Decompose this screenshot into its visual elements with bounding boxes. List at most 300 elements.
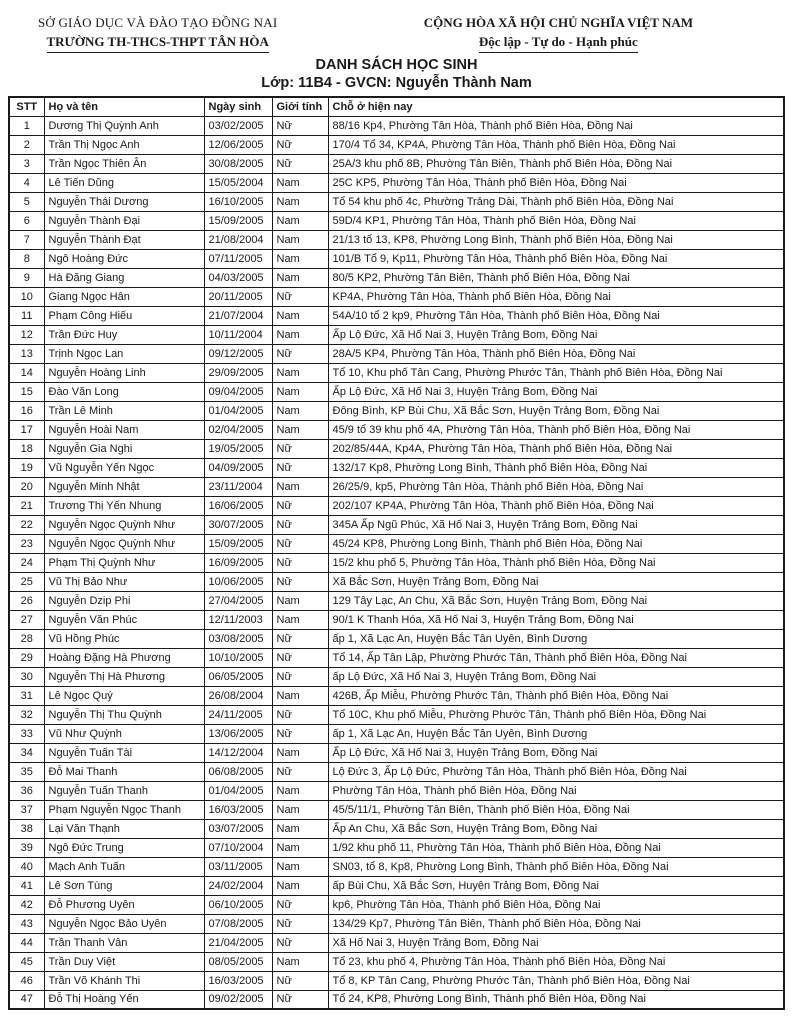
cell-stt: 3 — [9, 154, 44, 173]
cell-name: Nguyễn Tuấn Tài — [44, 743, 204, 762]
cell-address: Ấp Lộ Đức, Xã Hố Nai 3, Huyện Trảng Bom, Đồng Nai — [328, 325, 784, 344]
cell-stt: 12 — [9, 325, 44, 344]
cell-gender: Nam — [272, 325, 328, 344]
table-row — [9, 325, 784, 344]
cell-name: Mạch Anh Tuấn — [44, 857, 204, 876]
cell-stt: 7 — [9, 230, 44, 249]
cell-gender: Nữ — [272, 705, 328, 724]
cell-gender: Nam — [272, 173, 328, 192]
cell-stt: 17 — [9, 420, 44, 439]
cell-gender: Nam — [272, 306, 328, 325]
cell-address: 88/16 Kp4, Phường Tân Hòa, Thành phố Biên Hòa, Đồng Nai — [328, 116, 784, 135]
table-row — [9, 971, 784, 990]
cell-name: Ngô Đức Trung — [44, 838, 204, 857]
cell-name: Nguyễn Thái Dương — [44, 192, 204, 211]
cell-stt: 21 — [9, 496, 44, 515]
cell-name: Nguyễn Hoài Nam — [44, 420, 204, 439]
cell-gender: Nữ — [272, 667, 328, 686]
table-row — [9, 515, 784, 534]
cell-address: Tổ 8, KP Tân Cang, Phường Phước Tân, Thành phố Biên Hòa, Đồng Nai — [328, 971, 784, 990]
cell-dob: 06/05/2005 — [204, 667, 272, 686]
cell-address: ấp Bùi Chu, Xã Bắc Sơn, Huyện Trảng Bom, Đồng Nai — [328, 876, 784, 895]
cell-dob: 04/09/2005 — [204, 458, 272, 477]
table-row — [9, 933, 784, 952]
cell-stt: 20 — [9, 477, 44, 496]
cell-dob: 30/07/2005 — [204, 515, 272, 534]
cell-address: Phường Tân Hòa, Thành phố Biên Hòa, Đồng Nai — [328, 781, 784, 800]
student-table — [8, 96, 785, 1010]
cell-name: Phạm Nguyễn Ngọc Thanh — [44, 800, 204, 819]
table-row — [9, 610, 784, 629]
cell-dob: 07/10/2004 — [204, 838, 272, 857]
cell-name: Nguyễn Dzip Phi — [44, 591, 204, 610]
table-row — [9, 838, 784, 857]
cell-gender: Nam — [272, 686, 328, 705]
cell-address: 59D/4 KP1, Phường Tân Hòa, Thành phố Biên Hòa, Đồng Nai — [328, 211, 784, 230]
table-row — [9, 249, 784, 268]
cell-address: ấp 1, Xã Lạc An, Huyện Bắc Tân Uyên, Bình Dương — [328, 629, 784, 648]
cell-dob: 02/04/2005 — [204, 420, 272, 439]
cell-address: 170/4 Tổ 34, KP4A, Phường Tân Hòa, Thành phố Biên Hòa, Đồng Nai — [328, 135, 784, 154]
cell-dob: 20/11/2005 — [204, 287, 272, 306]
cell-dob: 14/12/2004 — [204, 743, 272, 762]
table-row — [9, 553, 784, 572]
column-header-stt: STT — [9, 97, 44, 116]
cell-address: 202/85/44A, Kp4A, Phường Tân Hòa, Thành phố Biên Hòa, Đồng Nai — [328, 439, 784, 458]
cell-dob: 09/02/2005 — [204, 990, 272, 1009]
cell-stt: 46 — [9, 971, 44, 990]
cell-address: Xã Hố Nai 3, Huyện Trảng Bom, Đồng Nai — [328, 933, 784, 952]
cell-name: Lê Sơn Tùng — [44, 876, 204, 895]
cell-dob: 16/03/2005 — [204, 800, 272, 819]
cell-gender: Nữ — [272, 154, 328, 173]
cell-stt: 23 — [9, 534, 44, 553]
table-row — [9, 800, 784, 819]
cell-name: Hoàng Đặng Hà Phương — [44, 648, 204, 667]
cell-address: Ấp Lộ Đức, Xã Hố Nai 3, Huyện Trảng Bom, Đồng Nai — [328, 743, 784, 762]
cell-gender: Nam — [272, 591, 328, 610]
cell-name: Nguyễn Ngọc Bảo Uyên — [44, 914, 204, 933]
cell-gender: Nữ — [272, 971, 328, 990]
cell-name: Giang Ngọc Hân — [44, 287, 204, 306]
cell-gender: Nữ — [272, 648, 328, 667]
cell-name: Trần Đức Huy — [44, 325, 204, 344]
cell-stt: 2 — [9, 135, 44, 154]
cell-stt: 9 — [9, 268, 44, 287]
cell-address: kp6, Phường Tân Hòa, Thành phố Biên Hòa, Đồng Nai — [328, 895, 784, 914]
table-row — [9, 914, 784, 933]
table-row — [9, 648, 784, 667]
cell-dob: 21/04/2005 — [204, 933, 272, 952]
cell-name: Ngô Hoàng Đức — [44, 249, 204, 268]
cell-stt: 22 — [9, 515, 44, 534]
cell-stt: 10 — [9, 287, 44, 306]
cell-address: 426B, Ấp Miễu, Phường Phước Tân, Thành phố Biên Hòa, Đồng Nai — [328, 686, 784, 705]
table-row — [9, 857, 784, 876]
cell-dob: 30/08/2005 — [204, 154, 272, 173]
cell-gender: Nữ — [272, 439, 328, 458]
table-row — [9, 534, 784, 553]
cell-name: Nguyễn Thành Đạt — [44, 230, 204, 249]
cell-name: Vũ Thị Bảo Như — [44, 572, 204, 591]
cell-name: Lê Ngọc Quý — [44, 686, 204, 705]
cell-name: Dương Thị Quỳnh Anh — [44, 116, 204, 135]
cell-dob: 03/11/2005 — [204, 857, 272, 876]
cell-address: Tổ 24, KP8, Phường Long Bình, Thành phố Biên Hòa, Đồng Nai — [328, 990, 784, 1009]
cell-address: Ấp An Chu, Xã Bắc Sơn, Huyện Trảng Bom, Đồng Nai — [328, 819, 784, 838]
table-header-row — [9, 97, 784, 116]
cell-gender: Nam — [272, 382, 328, 401]
cell-dob: 15/09/2005 — [204, 534, 272, 553]
cell-address: 15/2 khu phố 5, Phường Tân Hòa, Thành phố Biên Hòa, Đồng Nai — [328, 553, 784, 572]
cell-address: 21/13 tổ 13, KP8, Phường Long Bình, Thành phố Biên Hòa, Đồng Nai — [328, 230, 784, 249]
cell-stt: 41 — [9, 876, 44, 895]
cell-name: Lê Tiến Dũng — [44, 173, 204, 192]
cell-name: Nguyễn Gia Nghi — [44, 439, 204, 458]
school-name: TRƯỜNG TH-THCS-THPT TÂN HÒA — [38, 32, 277, 53]
cell-dob: 16/09/2005 — [204, 553, 272, 572]
table-row — [9, 192, 784, 211]
cell-address: 25C KP5, Phường Tân Hòa, Thành phố Biên Hòa, Đồng Nai — [328, 173, 784, 192]
cell-address: 129 Tây Lạc, An Chu, Xã Bắc Sơn, Huyện Trảng Bom, Đồng Nai — [328, 591, 784, 610]
cell-dob: 07/08/2005 — [204, 914, 272, 933]
cell-address: 45/5/11/1, Phường Tân Biên, Thành phố Biên Hòa, Đồng Nai — [328, 800, 784, 819]
cell-address: Tổ 10C, Khu phố Miễu, Phường Phước Tân, Thành phố Biên Hòa, Đồng Nai — [328, 705, 784, 724]
table-row — [9, 116, 784, 135]
table-container — [0, 92, 793, 1010]
table-row — [9, 496, 784, 515]
cell-address: 202/107 KP4A, Phường Tân Hòa, Thành phố Biên Hòa, Đồng Nai — [328, 496, 784, 515]
cell-dob: 23/11/2004 — [204, 477, 272, 496]
cell-stt: 42 — [9, 895, 44, 914]
cell-gender: Nam — [272, 610, 328, 629]
cell-name: Đỗ Phương Uyên — [44, 895, 204, 914]
cell-gender: Nữ — [272, 990, 328, 1009]
table-row — [9, 952, 784, 971]
cell-address: ấp 1, Xã Lạc An, Huyện Bắc Tân Uyên, Bình Dương — [328, 724, 784, 743]
cell-stt: 36 — [9, 781, 44, 800]
national-title: CỘNG HÒA XÃ HỘI CHỦ NGHĨA VIỆT NAM — [423, 15, 693, 30]
cell-dob: 21/08/2004 — [204, 230, 272, 249]
cell-dob: 15/09/2005 — [204, 211, 272, 230]
cell-name: Vũ Như Quỳnh — [44, 724, 204, 743]
cell-stt: 29 — [9, 648, 44, 667]
cell-gender: Nam — [272, 211, 328, 230]
cell-name: Nguyễn Văn Phúc — [44, 610, 204, 629]
table-row — [9, 382, 784, 401]
cell-stt: 19 — [9, 458, 44, 477]
cell-gender: Nam — [272, 420, 328, 439]
cell-gender: Nữ — [272, 515, 328, 534]
table-row — [9, 724, 784, 743]
cell-dob: 29/09/2005 — [204, 363, 272, 382]
cell-name: Trần Ngọc Thiên Ân — [44, 154, 204, 173]
cell-dob: 03/02/2005 — [204, 116, 272, 135]
cell-name: Vũ Nguyễn Yến Ngọc — [44, 458, 204, 477]
cell-address: Tổ 23, khu phố 4, Phường Tân Hòa, Thành phố Biên Hòa, Đồng Nai — [328, 952, 784, 971]
cell-gender: Nữ — [272, 116, 328, 135]
cell-address: 101/B Tổ 9, Kp11, Phường Tân Hòa, Thành phố Biên Hòa, Đồng Nai — [328, 249, 784, 268]
cell-stt: 8 — [9, 249, 44, 268]
cell-address: Đông Bình, KP Bùi Chu, Xã Bắc Sơn, Huyện Trảng Bom, Đồng Nai — [328, 401, 784, 420]
cell-dob: 13/06/2005 — [204, 724, 272, 743]
cell-stt: 44 — [9, 933, 44, 952]
column-header-name: Họ và tên — [44, 97, 204, 116]
column-header-dob: Ngày sinh — [204, 97, 272, 116]
cell-stt: 24 — [9, 553, 44, 572]
cell-dob: 10/11/2004 — [204, 325, 272, 344]
cell-gender: Nam — [272, 857, 328, 876]
cell-dob: 19/05/2005 — [204, 439, 272, 458]
cell-stt: 37 — [9, 800, 44, 819]
cell-name: Phạm Thị Quỳnh Như — [44, 553, 204, 572]
national-header-block — [424, 13, 693, 53]
cell-dob: 09/12/2005 — [204, 344, 272, 363]
cell-address: Tổ 54 khu phố 4c, Phường Trảng Dài, Thành phố Biên Hòa, Đồng Nai — [328, 192, 784, 211]
cell-stt: 33 — [9, 724, 44, 743]
cell-name: Nguyễn Minh Nhật — [44, 477, 204, 496]
column-header-address: Chỗ ở hiện nay — [328, 97, 784, 116]
national-motto: Độc lập - Tự do - Hạnh phúc — [424, 32, 693, 53]
cell-dob: 12/11/2003 — [204, 610, 272, 629]
cell-stt: 32 — [9, 705, 44, 724]
cell-gender: Nam — [272, 192, 328, 211]
cell-gender: Nữ — [272, 135, 328, 154]
cell-address: Xã Bắc Sơn, Huyện Trảng Bom, Đồng Nai — [328, 572, 784, 591]
cell-stt: 18 — [9, 439, 44, 458]
cell-dob: 08/05/2005 — [204, 952, 272, 971]
cell-name: Vũ Hồng Phúc — [44, 629, 204, 648]
cell-name: Trần Thị Ngọc Anh — [44, 135, 204, 154]
table-row — [9, 230, 784, 249]
cell-gender: Nữ — [272, 458, 328, 477]
table-row — [9, 667, 784, 686]
cell-gender: Nữ — [272, 344, 328, 363]
cell-name: Trần Thanh Vân — [44, 933, 204, 952]
cell-name: Trần Lê Minh — [44, 401, 204, 420]
cell-stt: 30 — [9, 667, 44, 686]
cell-stt: 26 — [9, 591, 44, 610]
student-table-body — [9, 116, 784, 1009]
cell-gender: Nam — [272, 800, 328, 819]
table-row — [9, 401, 784, 420]
cell-gender: Nam — [272, 952, 328, 971]
cell-stt: 6 — [9, 211, 44, 230]
cell-gender: Nam — [272, 401, 328, 420]
cell-dob: 24/02/2004 — [204, 876, 272, 895]
cell-gender: Nữ — [272, 629, 328, 648]
table-row — [9, 268, 784, 287]
table-row — [9, 306, 784, 325]
cell-stt: 14 — [9, 363, 44, 382]
cell-stt: 38 — [9, 819, 44, 838]
cell-address: 80/5 KP2, Phường Tân Biên, Thành phố Biên Hòa, Đồng Nai — [328, 268, 784, 287]
cell-gender: Nữ — [272, 914, 328, 933]
table-row — [9, 439, 784, 458]
cell-gender: Nam — [272, 781, 328, 800]
cell-gender: Nữ — [272, 724, 328, 743]
cell-name: Nguyễn Tuấn Thanh — [44, 781, 204, 800]
cell-dob: 07/11/2005 — [204, 249, 272, 268]
cell-name: Trần Võ Khánh Thi — [44, 971, 204, 990]
cell-name: Nguyễn Thị Thu Quỳnh — [44, 705, 204, 724]
cell-address: 45/9 tổ 39 khu phố 4A, Phường Tân Hòa, Thành phố Biên Hòa, Đồng Nai — [328, 420, 784, 439]
cell-dob: 26/08/2004 — [204, 686, 272, 705]
table-row — [9, 154, 784, 173]
cell-stt: 25 — [9, 572, 44, 591]
cell-address: 132/17 Kp8, Phường Long Bình, Thành phố Biên Hòa, Đồng Nai — [328, 458, 784, 477]
cell-address: 345A Ấp Ngũ Phúc, Xã Hố Nai 3, Huyện Trảng Bom, Đồng Nai — [328, 515, 784, 534]
cell-name: Hà Đăng Giang — [44, 268, 204, 287]
table-row — [9, 572, 784, 591]
cell-name: Nguyễn Thị Hà Phương — [44, 667, 204, 686]
table-row — [9, 458, 784, 477]
table-row — [9, 686, 784, 705]
cell-stt: 4 — [9, 173, 44, 192]
cell-address: 26/25/9, kp5, Phường Tân Hòa, Thành phố Biên Hòa, Đồng Nai — [328, 477, 784, 496]
cell-gender: Nam — [272, 838, 328, 857]
cell-gender: Nam — [272, 876, 328, 895]
cell-stt: 39 — [9, 838, 44, 857]
table-row — [9, 895, 784, 914]
cell-address: 1/92 khu phố 11, Phường Tân Hòa, Thành phố Biên Hòa, Đồng Nai — [328, 838, 784, 857]
cell-name: Trịnh Ngọc Lan — [44, 344, 204, 363]
cell-address: 25A/3 khu phố 8B, Phường Tân Biên, Thành phố Biên Hòa, Đồng Nai — [328, 154, 784, 173]
cell-dob: 03/07/2005 — [204, 819, 272, 838]
table-row — [9, 287, 784, 306]
table-row — [9, 705, 784, 724]
cell-dob: 10/10/2005 — [204, 648, 272, 667]
cell-stt: 11 — [9, 306, 44, 325]
cell-gender: Nam — [272, 743, 328, 762]
cell-gender: Nữ — [272, 553, 328, 572]
cell-gender: Nữ — [272, 895, 328, 914]
cell-stt: 34 — [9, 743, 44, 762]
table-row — [9, 781, 784, 800]
cell-name: Nguyễn Hoàng Linh — [44, 363, 204, 382]
cell-dob: 09/04/2005 — [204, 382, 272, 401]
document-title: DANH SÁCH HỌC SINH — [315, 57, 478, 73]
cell-gender: Nam — [272, 477, 328, 496]
cell-address: 45/24 KP8, Phường Long Bình, Thành phố Biên Hòa, Đồng Nai — [328, 534, 784, 553]
table-row — [9, 477, 784, 496]
cell-dob: 03/08/2005 — [204, 629, 272, 648]
table-row — [9, 990, 784, 1009]
table-row — [9, 173, 784, 192]
cell-address: Lộ Đức 3, Ấp Lộ Đức, Phường Tân Hòa, Thành phố Biên Hòa, Đồng Nai — [328, 762, 784, 781]
cell-stt: 43 — [9, 914, 44, 933]
table-row — [9, 819, 784, 838]
cell-stt: 15 — [9, 382, 44, 401]
cell-dob: 21/07/2004 — [204, 306, 272, 325]
column-header-gender: Giới tính — [272, 97, 328, 116]
cell-stt: 45 — [9, 952, 44, 971]
cell-dob: 27/04/2005 — [204, 591, 272, 610]
cell-name: Đào Văn Long — [44, 382, 204, 401]
cell-stt: 31 — [9, 686, 44, 705]
cell-name: Nguyễn Ngọc Quỳnh Như — [44, 534, 204, 553]
cell-address: KP4A, Phường Tân Hòa, Thành phố Biên Hòa, Đồng Nai — [328, 287, 784, 306]
table-row — [9, 344, 784, 363]
cell-name: Phạm Công Hiếu — [44, 306, 204, 325]
cell-address: ấp Lộ Đức, Xã Hố Nai 3, Huyện Trảng Bom, Đồng Nai — [328, 667, 784, 686]
issuing-authority-block — [38, 13, 277, 53]
cell-stt: 1 — [9, 116, 44, 135]
cell-dob: 15/05/2004 — [204, 173, 272, 192]
cell-address: Ấp Lộ Đức, Xã Hố Nai 3, Huyện Trảng Bom, Đồng Nai — [328, 382, 784, 401]
table-row — [9, 420, 784, 439]
table-row — [9, 762, 784, 781]
department-name: SỞ GIÁO DỤC VÀ ĐÀO TẠO ĐỒNG NAI — [38, 15, 278, 30]
cell-address: Tổ 14, Ấp Tân Lập, Phường Phước Tân, Thành phố Biên Hòa, Đồng Nai — [328, 648, 784, 667]
cell-gender: Nam — [272, 249, 328, 268]
cell-address: 54A/10 tổ 2 kp9, Phường Tân Hòa, Thành phố Biên Hòa, Đồng Nai — [328, 306, 784, 325]
cell-dob: 10/06/2005 — [204, 572, 272, 591]
letterhead — [0, 13, 793, 53]
cell-dob: 16/06/2005 — [204, 496, 272, 515]
cell-name: Đỗ Mai Thanh — [44, 762, 204, 781]
cell-gender: Nam — [272, 268, 328, 287]
cell-dob: 06/08/2005 — [204, 762, 272, 781]
table-row — [9, 211, 784, 230]
cell-stt: 35 — [9, 762, 44, 781]
cell-stt: 5 — [9, 192, 44, 211]
table-row — [9, 629, 784, 648]
cell-stt: 28 — [9, 629, 44, 648]
cell-dob: 01/04/2005 — [204, 781, 272, 800]
cell-stt: 27 — [9, 610, 44, 629]
table-row — [9, 591, 784, 610]
cell-gender: Nữ — [272, 287, 328, 306]
cell-dob: 16/03/2005 — [204, 971, 272, 990]
cell-gender: Nữ — [272, 534, 328, 553]
cell-name: Đỗ Thị Hoàng Yến — [44, 990, 204, 1009]
cell-name: Nguyễn Ngọc Quỳnh Như — [44, 515, 204, 534]
table-header — [9, 97, 784, 116]
cell-dob: 12/06/2005 — [204, 135, 272, 154]
table-row — [9, 876, 784, 895]
cell-stt: 47 — [9, 990, 44, 1009]
cell-dob: 16/10/2005 — [204, 192, 272, 211]
cell-name: Nguyễn Thành Đại — [44, 211, 204, 230]
cell-gender: Nữ — [272, 762, 328, 781]
cell-gender: Nữ — [272, 933, 328, 952]
table-row — [9, 135, 784, 154]
table-row — [9, 363, 784, 382]
table-row — [9, 743, 784, 762]
cell-name: Trương Thị Yến Nhung — [44, 496, 204, 515]
cell-gender: Nam — [272, 230, 328, 249]
cell-gender: Nữ — [272, 496, 328, 515]
cell-address: 134/29 Kp7, Phường Tân Biên, Thành phố Biên Hòa, Đồng Nai — [328, 914, 784, 933]
cell-address: SN03, tổ 8, Kp8, Phường Long Bình, Thành phố Biên Hòa, Đồng Nai — [328, 857, 784, 876]
cell-gender: Nữ — [272, 572, 328, 591]
cell-address: 90/1 K Thanh Hóa, Xã Hố Nai 3, Huyện Trảng Bom, Đồng Nai — [328, 610, 784, 629]
cell-dob: 04/03/2005 — [204, 268, 272, 287]
cell-gender: Nam — [272, 819, 328, 838]
cell-name: Trần Duy Việt — [44, 952, 204, 971]
cell-dob: 01/04/2005 — [204, 401, 272, 420]
cell-dob: 24/11/2005 — [204, 705, 272, 724]
cell-gender: Nam — [272, 363, 328, 382]
cell-stt: 13 — [9, 344, 44, 363]
cell-stt: 40 — [9, 857, 44, 876]
cell-address: Tổ 10, Khu phố Tân Cang, Phường Phước Tân, Thành phố Biên Hòa, Đồng Nai — [328, 363, 784, 382]
class-info: Lớp: 11B4 - GVCN: Nguyễn Thành Nam — [261, 75, 532, 91]
cell-stt: 16 — [9, 401, 44, 420]
cell-dob: 06/10/2005 — [204, 895, 272, 914]
cell-address: 28A/5 KP4, Phường Tân Hòa, Thành phố Biên Hòa, Đồng Nai — [328, 344, 784, 363]
